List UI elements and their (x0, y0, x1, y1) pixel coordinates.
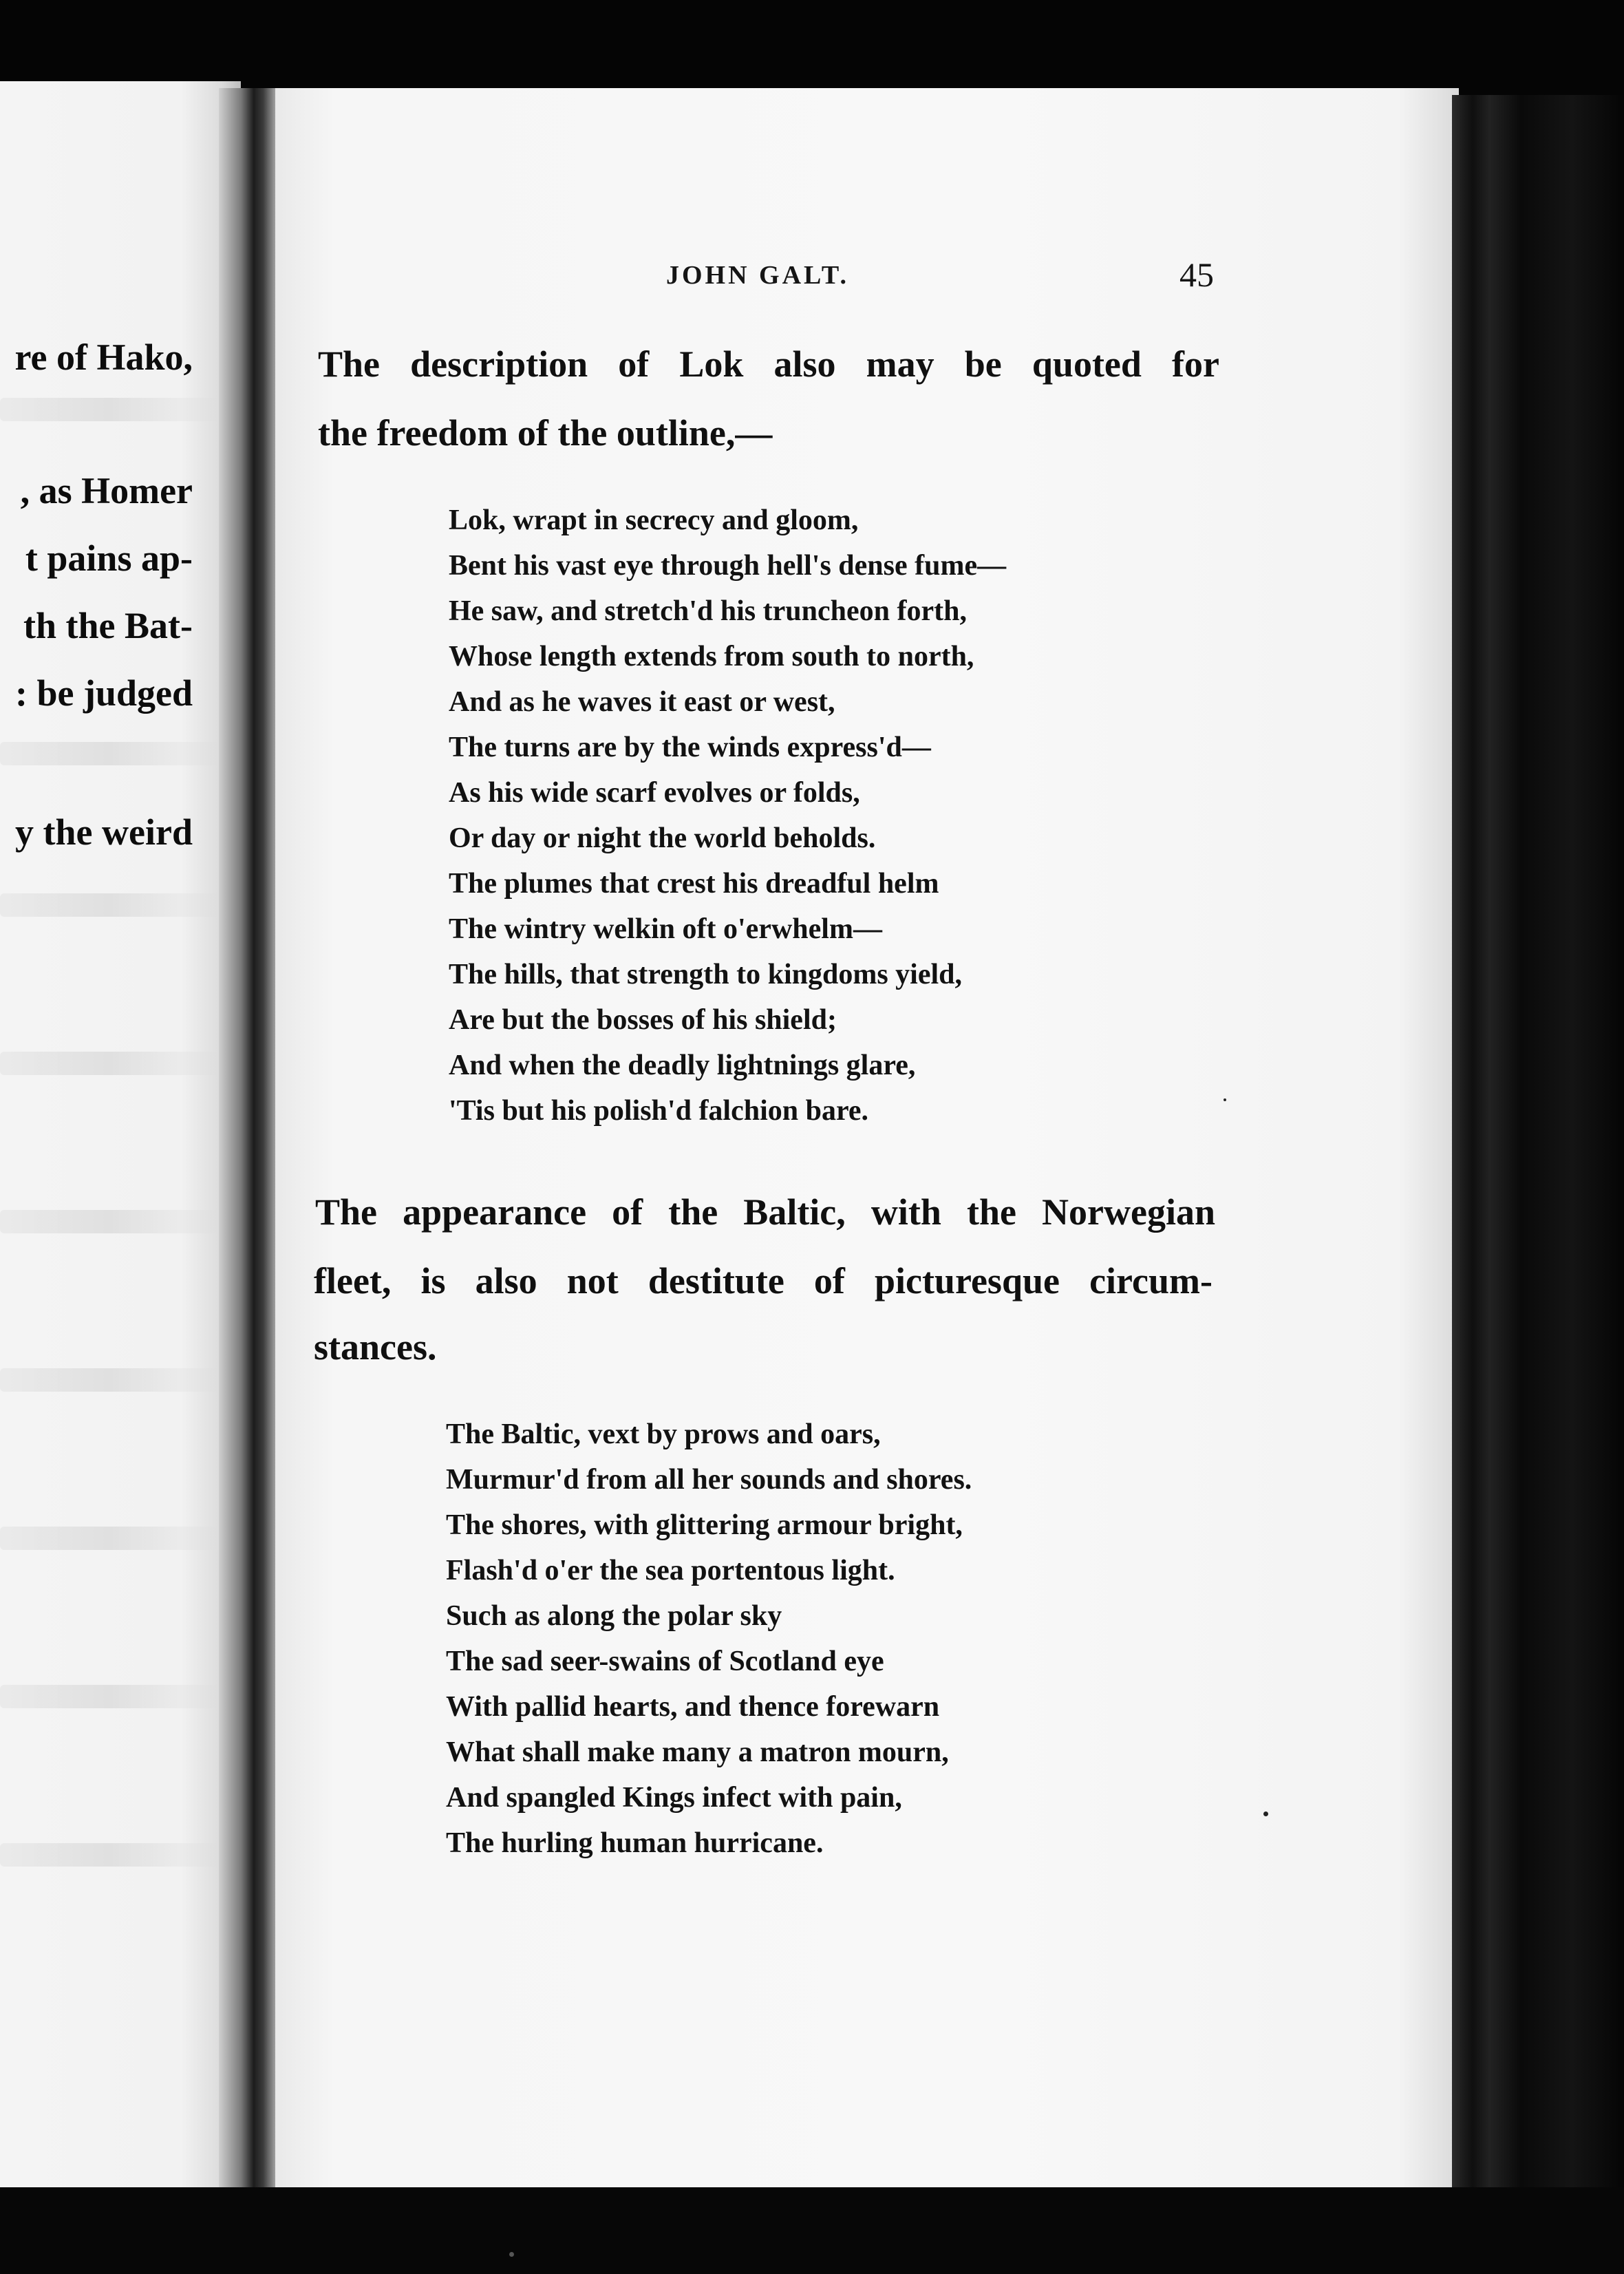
current-page (275, 88, 1459, 2189)
verse2-line-8: What shall make many a matron mourn, (446, 1736, 949, 1768)
bleed-through-line (0, 893, 220, 917)
left-fragment-5: : be judged (14, 672, 193, 714)
verse1-line-10: The wintry welkin oft o'erwhelm— (449, 913, 882, 945)
paragraph1-line-2: the freedom of the outline,— (318, 412, 773, 454)
verse2-line-9: And spangled Kings infect with pain, (446, 1782, 902, 1814)
page-number: 45 (1179, 255, 1214, 294)
bleed-through-line (0, 1685, 220, 1708)
verse1-line-12: Are but the bosses of his shield; (449, 1004, 837, 1036)
bleed-through-line (0, 1368, 220, 1392)
verse1-line-5: And as he waves it east or west, (449, 686, 835, 718)
verse2-line-2: Murmur'd from all her sounds and shores. (446, 1464, 972, 1496)
left-fragment-6: y the weird (15, 811, 193, 853)
left-fragment-4: th the Bat- (23, 605, 193, 646)
verse1-line-6: The turns are by the winds express'd— (449, 732, 931, 763)
verse1-line-7: As his wide scarf evolves or folds, (449, 777, 860, 809)
dust-speck (1263, 1811, 1268, 1816)
verse1-line-8: Or day or night the world beholds. (449, 822, 876, 854)
verse1-line-11: The hills, that strength to kingdoms yield, (449, 959, 963, 990)
dust-speck (509, 2252, 514, 2257)
binding-gutter (219, 88, 282, 2187)
left-fragment-2: , as Homer (20, 470, 193, 511)
verse2-line-7: With pallid hearts, and thence forewarn (446, 1691, 940, 1723)
bleed-through-line (0, 398, 220, 421)
bleed-through-line (0, 742, 220, 765)
verse2-line-10: The hurling human hurricane. (446, 1827, 824, 1859)
verse1-line-9: The plumes that crest his dreadful helm (449, 868, 939, 900)
verse1-line-13: And when the deadly lightnings glare, (449, 1050, 916, 1081)
verse1-line-14: 'Tis but his polish'd falchion bare. (449, 1095, 869, 1127)
running-head: JOHN GALT. (666, 261, 849, 290)
left-fragment-1: re of Hako, (14, 337, 193, 378)
paragraph2-line-1: The appearance of the Baltic, with the Norwegian (315, 1191, 1215, 1233)
verse1-line-3: He saw, and stretch'd his truncheon forth, (449, 595, 967, 627)
left-fragment-3: t pains ap- (25, 538, 193, 579)
verse1-line-2: Bent his vast eye through hell's dense fume— (449, 550, 1007, 582)
previous-page (0, 81, 241, 2187)
paragraph2-line-2: fleet, is also not destitute of picturesque circum- (314, 1260, 1212, 1301)
verse2-line-6: The sad seer-swains of Scotland eye (446, 1646, 884, 1677)
scan-border (0, 2187, 1624, 2274)
paragraph2-line-3: stances. (314, 1326, 437, 1368)
verse2-line-5: Such as along the polar sky (446, 1600, 782, 1632)
paragraph1-line-1: The description of Lok also may be quoted for (318, 343, 1219, 385)
verse2-line-1: The Baltic, vext by prows and oars, (446, 1418, 881, 1450)
bleed-through-line (0, 1210, 220, 1233)
page-edge-shadow (1452, 95, 1624, 2187)
bleed-through-line (0, 1527, 220, 1550)
dust-speck (1224, 1098, 1226, 1101)
bleed-through-line (0, 1052, 220, 1075)
verse2-line-4: Flash'd o'er the sea portentous light. (446, 1555, 895, 1586)
verse2-line-3: The shores, with glittering armour bright, (446, 1509, 963, 1541)
bleed-through-line (0, 1843, 220, 1867)
verse1-line-1: Lok, wrapt in secrecy and gloom, (449, 504, 859, 536)
verse1-line-4: Whose length extends from south to north, (449, 641, 974, 672)
